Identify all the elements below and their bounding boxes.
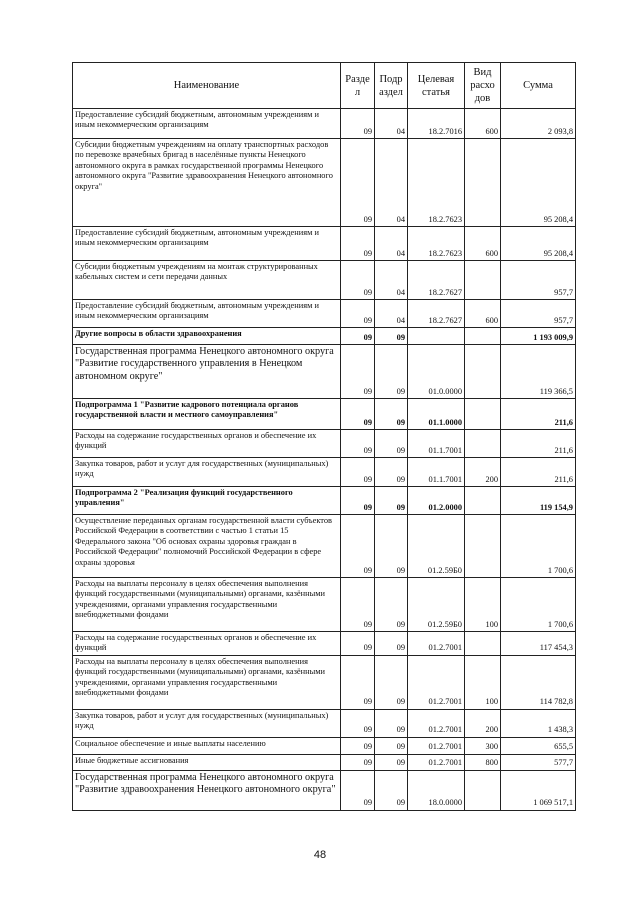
row-subsection: 04 <box>375 300 408 328</box>
row-section: 09 <box>341 261 375 300</box>
row-amount: 117 454,3 <box>501 632 576 656</box>
row-target-article: 01.0.0000 <box>408 345 465 399</box>
row-name: Расходы на содержание государственных органов и обеспечение их функций <box>73 632 341 656</box>
row-amount: 95 208,4 <box>501 139 576 227</box>
row-target-article: 01.2.0000 <box>408 487 465 515</box>
row-section: 09 <box>341 578 375 632</box>
row-name: Закупка товаров, работ и услуг для государственных (муниципальных) нужд <box>73 709 341 737</box>
header-expense-type: Вид расхо дов <box>465 63 501 109</box>
row-name: Предоставление субсидий бюджетным, автономным учреждениям и иным некоммерческим организациям <box>73 227 341 261</box>
row-name: Государственная программа Ненецкого автономного округа "Развитие государственного управления в Ненецком автономном округе" <box>73 345 341 399</box>
row-name: Субсидии бюджетным учреждениям на монтаж структурированных кабельных систем и сети передачи данных <box>73 261 341 300</box>
page-number: 48 <box>313 849 327 861</box>
row-section: 09 <box>341 754 375 770</box>
row-section: 09 <box>341 709 375 737</box>
header-row <box>73 63 576 109</box>
row-target-article: 01.2.59Б0 <box>408 578 465 632</box>
table-row <box>73 515 576 578</box>
row-expense-type <box>465 770 501 810</box>
row-expense-type <box>465 399 501 430</box>
row-expense-type <box>465 139 501 227</box>
row-subsection: 04 <box>375 261 408 300</box>
row-amount: 211,6 <box>501 458 576 487</box>
row-subsection: 09 <box>375 515 408 578</box>
table-row <box>73 227 576 261</box>
row-name: Расходы на выплаты персоналу в целях обеспечения выполнения функций государственными (муниципальными) органами, казёнными учреждениями, органами управления государственными внебюджетными фондами <box>73 578 341 632</box>
row-name: Осуществление переданных органам государственной власти субъектов Российской Федерации в соответствии с частью 1 статьи 15 Федерального закона "Об основах охраны здоровья граждан в Российской Федерации" полномочий Российской Федерации в сфере охраны здоровья <box>73 515 341 578</box>
row-amount: 957,7 <box>501 300 576 328</box>
row-expense-type: 600 <box>465 300 501 328</box>
row-subsection: 09 <box>375 399 408 430</box>
row-section: 09 <box>341 655 375 709</box>
table-row <box>73 632 576 656</box>
row-name: Расходы на выплаты персоналу в целях обеспечения выполнения функций государственными (муниципальными) органами, казёнными учреждениями, органами управления государственными внебюджетными фондами <box>73 655 341 709</box>
table-row <box>73 345 576 399</box>
row-name: Закупка товаров, работ и услуг для государственных (муниципальных) нужд <box>73 458 341 487</box>
row-expense-type <box>465 515 501 578</box>
table-row <box>73 300 576 328</box>
row-section: 09 <box>341 770 375 810</box>
row-amount: 114 782,8 <box>501 655 576 709</box>
row-target-article: 01.1.0000 <box>408 399 465 430</box>
table-header <box>73 63 576 109</box>
row-target-article: 18.0.0000 <box>408 770 465 810</box>
header-section: Разде л <box>341 63 375 109</box>
table-row <box>73 709 576 737</box>
row-subsection: 09 <box>375 655 408 709</box>
row-subsection: 09 <box>375 770 408 810</box>
row-expense-type: 600 <box>465 109 501 139</box>
row-expense-type <box>465 345 501 399</box>
row-name: Государственная программа Ненецкого автономного округа "Развитие здравоохранения Ненецкого автономного округа" <box>73 770 341 810</box>
row-name: Предоставление субсидий бюджетным, автономным учреждениям и иным некоммерческим организациям <box>73 109 341 139</box>
row-target-article: 01.2.7001 <box>408 737 465 754</box>
row-amount: 119 366,5 <box>501 345 576 399</box>
table-row <box>73 737 576 754</box>
row-section: 09 <box>341 737 375 754</box>
row-target-article: 01.2.59Б0 <box>408 515 465 578</box>
row-subsection: 09 <box>375 578 408 632</box>
row-expense-type: 100 <box>465 655 501 709</box>
row-target-article: 18.2.7623 <box>408 139 465 227</box>
row-subsection: 09 <box>375 487 408 515</box>
header-amount: Сумма <box>501 63 576 109</box>
row-section: 09 <box>341 227 375 261</box>
row-target-article: 18.2.7623 <box>408 227 465 261</box>
row-subsection: 09 <box>375 458 408 487</box>
row-expense-type: 200 <box>465 458 501 487</box>
row-name: Субсидии бюджетным учреждениям на оплату транспортных расходов по перевозке врачебных бригад в населённые пункты Ненецкого автономного округа в рамках государственной программы Ненецкого автономного округа "Развитие здравоохранения Ненецкого автономного округа" <box>73 139 341 227</box>
row-target-article: 18.2.7627 <box>408 261 465 300</box>
table-row <box>73 770 576 810</box>
row-target-article: 01.1.7001 <box>408 458 465 487</box>
row-section: 09 <box>341 109 375 139</box>
table-row <box>73 458 576 487</box>
table-row <box>73 754 576 770</box>
row-amount: 1 193 009,9 <box>501 328 576 345</box>
row-amount: 2 093,8 <box>501 109 576 139</box>
row-target-article: 01.2.7001 <box>408 709 465 737</box>
row-section: 09 <box>341 632 375 656</box>
table-row <box>73 261 576 300</box>
row-section: 09 <box>341 515 375 578</box>
row-section: 09 <box>341 345 375 399</box>
row-subsection: 09 <box>375 345 408 399</box>
row-target-article: 01.2.7001 <box>408 754 465 770</box>
row-amount: 1 700,6 <box>501 578 576 632</box>
table-row <box>73 328 576 345</box>
header-target-article: Целевая статья <box>408 63 465 109</box>
header-name: Наименование <box>73 63 341 109</box>
row-amount: 577,7 <box>501 754 576 770</box>
row-target-article: 01.2.7001 <box>408 632 465 656</box>
row-amount: 957,7 <box>501 261 576 300</box>
row-amount: 1 438,3 <box>501 709 576 737</box>
row-section: 09 <box>341 399 375 430</box>
row-expense-type: 200 <box>465 709 501 737</box>
table-row <box>73 655 576 709</box>
row-section: 09 <box>341 139 375 227</box>
row-section: 09 <box>341 487 375 515</box>
table-row <box>73 139 576 227</box>
row-subsection: 04 <box>375 139 408 227</box>
row-name: Расходы на содержание государственных органов и обеспечение их функций <box>73 430 341 458</box>
row-name: Предоставление субсидий бюджетным, автономным учреждениям и иным некоммерческим организациям <box>73 300 341 328</box>
row-amount: 211,6 <box>501 430 576 458</box>
row-amount: 1 069 517,1 <box>501 770 576 810</box>
table-row <box>73 487 576 515</box>
row-subsection: 09 <box>375 754 408 770</box>
table-row <box>73 109 576 139</box>
row-expense-type <box>465 632 501 656</box>
row-amount: 95 208,4 <box>501 227 576 261</box>
row-section: 09 <box>341 328 375 345</box>
row-expense-type: 300 <box>465 737 501 754</box>
row-subsection: 09 <box>375 709 408 737</box>
row-subsection: 09 <box>375 632 408 656</box>
row-section: 09 <box>341 430 375 458</box>
row-name: Другие вопросы в области здравоохранения <box>73 328 341 345</box>
row-expense-type: 600 <box>465 227 501 261</box>
row-subsection: 09 <box>375 430 408 458</box>
header-subsection: Подр аздел <box>375 63 408 109</box>
row-amount: 211,6 <box>501 399 576 430</box>
row-name: Подпрограмма 1 "Развитие кадрового потенциала органов государственной власти и местного самоуправления" <box>73 399 341 430</box>
row-amount: 119 154,9 <box>501 487 576 515</box>
row-section: 09 <box>341 300 375 328</box>
row-target-article: 18.2.7627 <box>408 300 465 328</box>
row-expense-type <box>465 328 501 345</box>
row-expense-type <box>465 430 501 458</box>
row-subsection: 04 <box>375 227 408 261</box>
row-amount: 655,5 <box>501 737 576 754</box>
row-name: Социальное обеспечение и иные выплаты населению <box>73 737 341 754</box>
table-row <box>73 578 576 632</box>
row-subsection: 04 <box>375 109 408 139</box>
row-amount: 1 700,6 <box>501 515 576 578</box>
row-target-article <box>408 328 465 345</box>
row-name: Иные бюджетные ассигнования <box>73 754 341 770</box>
table-body <box>73 109 576 811</box>
row-expense-type <box>465 487 501 515</box>
table-row <box>73 399 576 430</box>
row-name: Подпрограмма 2 "Реализация функций государственного управления" <box>73 487 341 515</box>
row-expense-type <box>465 261 501 300</box>
row-target-article: 01.2.7001 <box>408 655 465 709</box>
row-section: 09 <box>341 458 375 487</box>
row-subsection: 09 <box>375 737 408 754</box>
row-target-article: 01.1.7001 <box>408 430 465 458</box>
row-target-article: 18.2.7016 <box>408 109 465 139</box>
row-expense-type: 100 <box>465 578 501 632</box>
row-subsection: 09 <box>375 328 408 345</box>
budget-table <box>72 62 576 811</box>
row-expense-type: 800 <box>465 754 501 770</box>
table-row <box>73 430 576 458</box>
